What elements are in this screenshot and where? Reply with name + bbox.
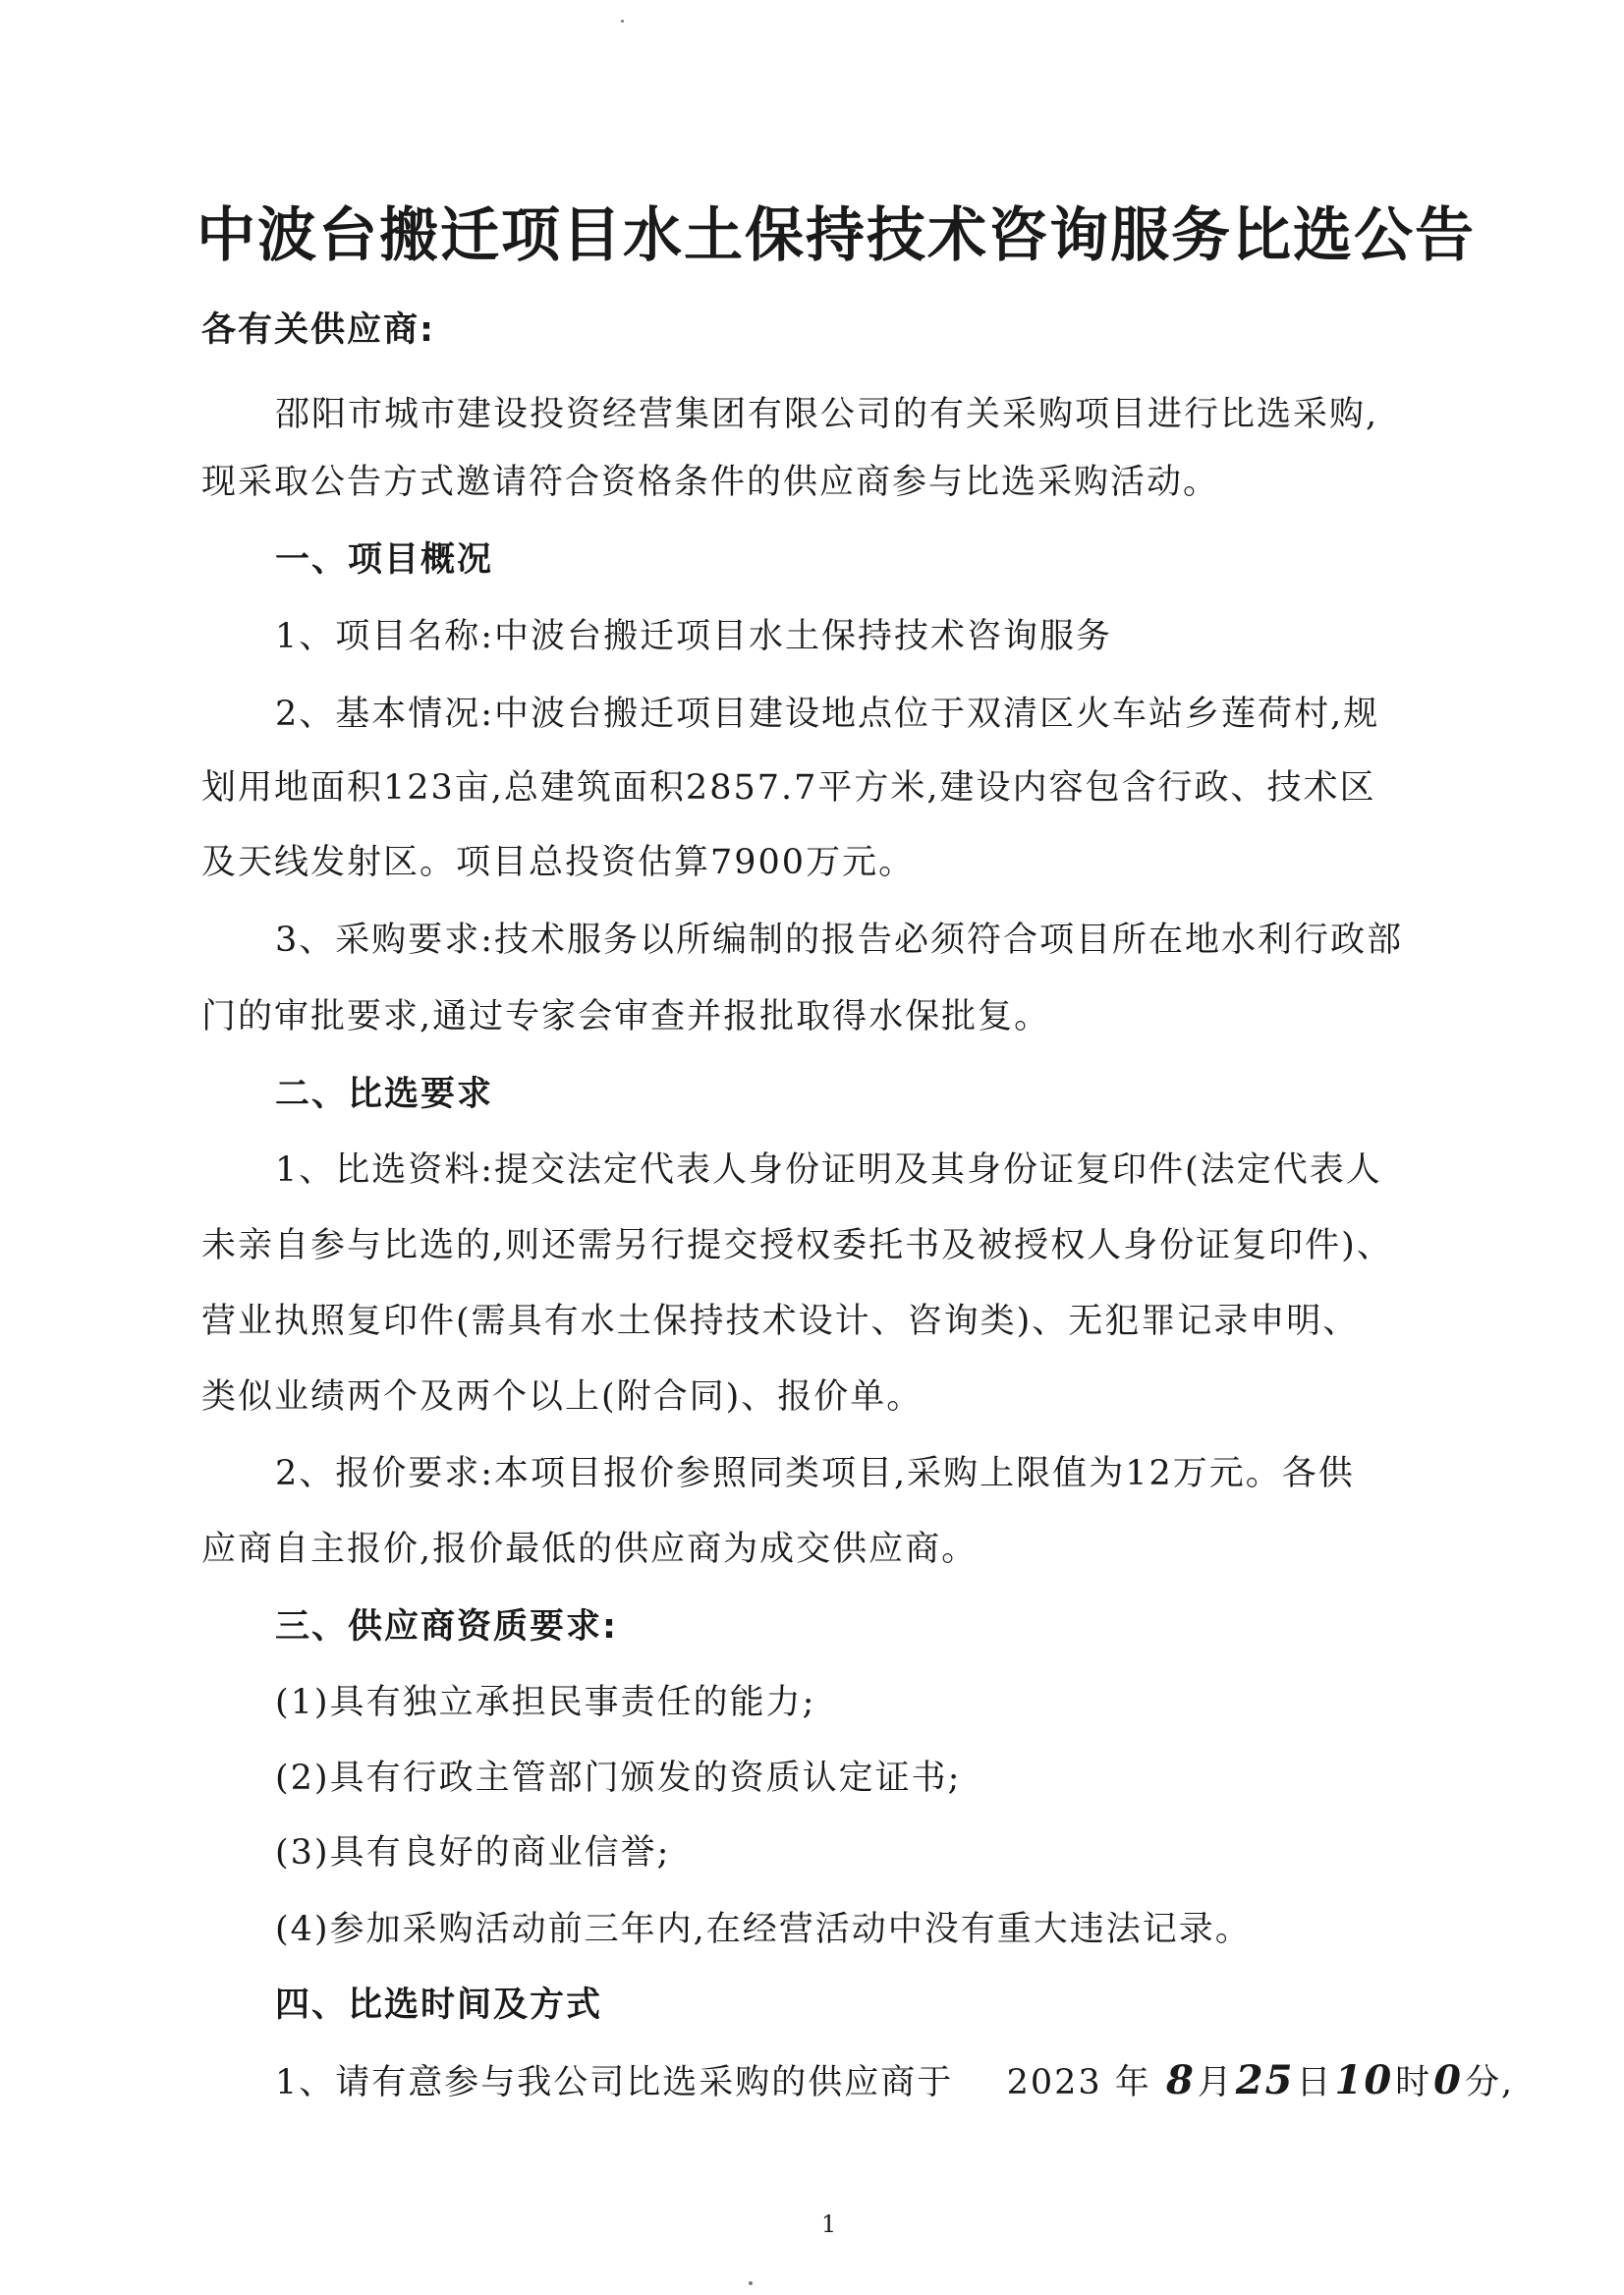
section-1-item-2-line-3: 及天线发射区。项目总投资估算7900万元。 — [201, 843, 916, 882]
section-1-heading: 一、项目概况 — [275, 540, 494, 580]
section-1-item-2-line-2: 划用地面积123亩,总建筑面积2857.7平方米,建设内容包含行政、技术区 — [201, 768, 1376, 808]
section-1-item-3-line-1: 3、采购要求:技术服务以所编制的报告必须符合项目所在地水利行政部 — [275, 921, 1404, 960]
section-4-item-1-text: 1、请有意参与我公司比选采购的供应商于 — [275, 2063, 954, 2102]
section-2-item-1-line-4: 类似业绩两个及两个以上(附合同)、报价单。 — [201, 1377, 924, 1417]
intro-line-1: 邵阳市城市建设投资经营集团有限公司的有关采购项目进行比选采购, — [275, 395, 1379, 434]
section-2-item-1-line-2: 未亲自参与比选的,则还需另行提交授权委托书及被授权人身份证复印件)、 — [201, 1226, 1393, 1265]
date-year-unit: 年 — [1114, 2063, 1151, 2102]
section-1-item-1: 1、项目名称:中波台搬迁项目水土保持技术咨询服务 — [275, 617, 1113, 656]
section-3-heading: 三、供应商资质要求: — [275, 1607, 618, 1647]
date-month-unit: 月 — [1197, 2063, 1234, 2102]
section-3-item-1: (1)具有独立承担民事责任的能力; — [275, 1683, 816, 1722]
section-4-item-1 — [275, 2057, 1514, 2106]
page-number: 1 — [821, 2211, 837, 2238]
section-2-item-2-line-2: 应商自主报价,报价最低的供应商为成交供应商。 — [201, 1530, 979, 1569]
section-3-item-2: (2)具有行政主管部门颁发的资质认定证书; — [275, 1759, 962, 1798]
handwritten-day: 25 — [1235, 2057, 1295, 2103]
section-1-item-3-line-2: 门的审批要求,通过专家会审查并报批取得水保批复。 — [201, 997, 1051, 1036]
date-day-unit: 日 — [1296, 2063, 1333, 2102]
section-2-heading: 二、比选要求 — [275, 1075, 494, 1114]
date-minute-unit: 分, — [1465, 2063, 1515, 2102]
handwritten-hour: 10 — [1334, 2057, 1394, 2103]
scan-speck — [749, 2281, 753, 2285]
section-3-item-4: (4)参加采购活动前三年内,在经营活动中没有重大违法记录。 — [275, 1910, 1252, 1949]
section-4-heading: 四、比选时间及方式 — [275, 1986, 603, 2025]
date-year: 2023 — [1006, 2063, 1102, 2102]
section-2-item-2-line-1: 2、报价要求:本项目报价参照同类项目,采购上限值为12万元。各供 — [275, 1454, 1355, 1493]
document-title: 中波台搬迁项目水土保持技术咨询服务比选公告 — [196, 201, 1476, 270]
section-2-item-1-line-1: 1、比选资料:提交法定代表人身份证明及其身份证复印件(法定代表人 — [275, 1150, 1382, 1190]
handwritten-minute: 0 — [1433, 2057, 1464, 2103]
salutation: 各有关供应商: — [201, 310, 435, 350]
intro-line-2: 现采取公告方式邀请符合资格条件的供应商参与比选采购活动。 — [201, 463, 1220, 502]
scan-speck — [621, 20, 624, 23]
handwritten-month: 8 — [1165, 2057, 1196, 2103]
date-hour-unit: 时 — [1395, 2063, 1432, 2102]
section-3-item-3: (3)具有良好的商业信誉; — [275, 1833, 671, 1873]
section-2-item-1-line-3: 营业执照复印件(需具有水土保持技术设计、咨询类)、无犯罪记录申明、 — [201, 1302, 1360, 1341]
section-1-item-2-line-1: 2、基本情况:中波台搬迁项目建设地点位于双清区火车站乡莲荷村,规 — [275, 695, 1380, 734]
